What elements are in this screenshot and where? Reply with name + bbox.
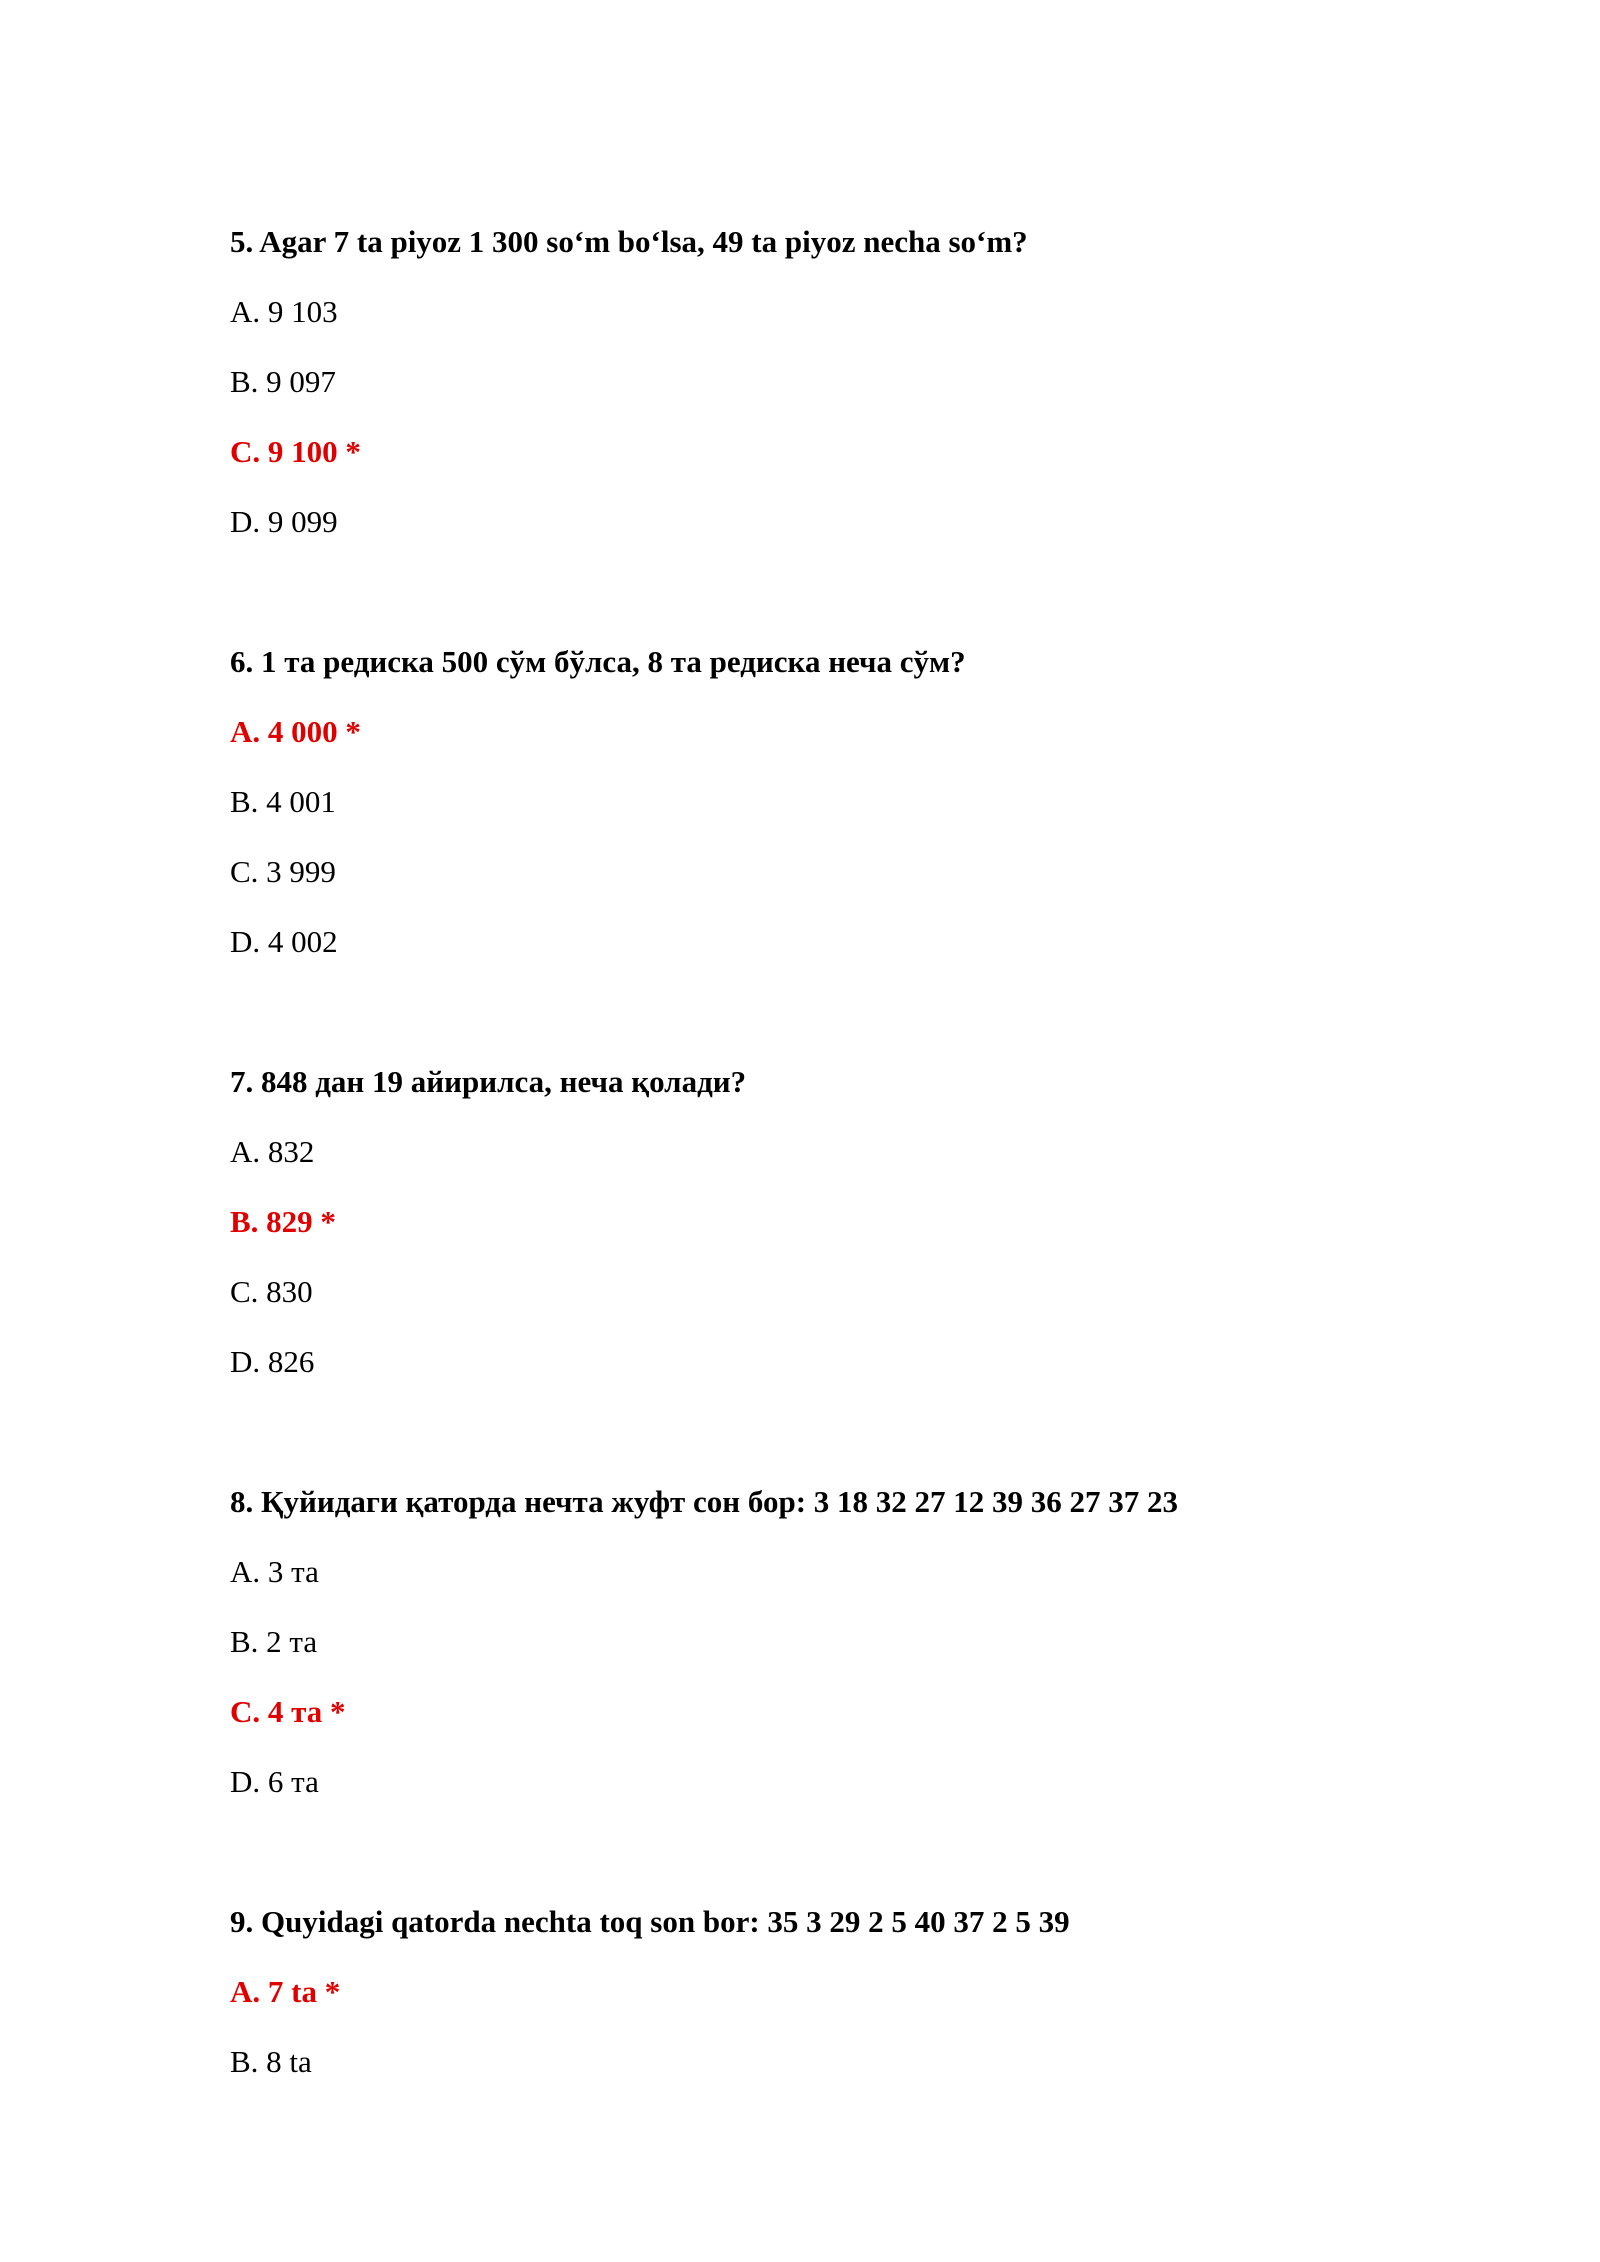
answer-option-b: B. 9 097: [230, 364, 336, 399]
answer-option-d: D. 9 099: [230, 504, 338, 539]
answer-option-d: D. 4 002: [230, 924, 338, 959]
answer-option-a: A. 9 103: [230, 294, 338, 329]
question-text: 8. Қуйидаги қаторда нечта жуфт сон бор: 3 18 32 27 12 39 36 27 37 23: [230, 1484, 1179, 1519]
question-text: 7. 848 дан 19 айирилса, неча қолади?: [230, 1064, 747, 1099]
answer-option-b: B. 2 та: [230, 1624, 318, 1659]
question-text: 6. 1 та редиска 500 сўм бўлса, 8 та редиска неча сўм?: [230, 644, 966, 679]
question-text: 9. Quyidagi qatorda nechta toq son bor: 35 3 29 2 5 40 37 2 5 39: [230, 1904, 1070, 1939]
answer-option-a: A. 3 та: [230, 1554, 319, 1589]
question-8: [230, 1482, 1530, 1802]
answer-option-a: A. 832: [230, 1134, 315, 1169]
question-text: 5. Agar 7 ta piyoz 1 300 so‘m bo‘lsa, 49 ta piyoz necha so‘m?: [230, 224, 1028, 259]
question-7: [230, 1062, 1530, 1382]
answer-option-c-correct: C. 4 та *: [230, 1694, 346, 1729]
answer-option-c: C. 830: [230, 1274, 313, 1309]
question-9: [230, 1902, 1530, 2082]
answer-option-c-correct: C. 9 100 *: [230, 434, 361, 469]
question-6: [230, 642, 1530, 962]
answer-option-b: B. 4 001: [230, 784, 336, 819]
answer-option-c: C. 3 999: [230, 854, 336, 889]
answer-option-d: D. 6 та: [230, 1764, 319, 1799]
answer-option-b: B. 8 ta: [230, 2044, 312, 2079]
question-5: [230, 222, 1530, 542]
answer-option-b-correct: B. 829 *: [230, 1204, 336, 1239]
answer-option-a-correct: A. 4 000 *: [230, 714, 361, 749]
answer-option-a-correct: A. 7 ta *: [230, 1974, 341, 2009]
answer-option-d: D. 826: [230, 1344, 315, 1379]
